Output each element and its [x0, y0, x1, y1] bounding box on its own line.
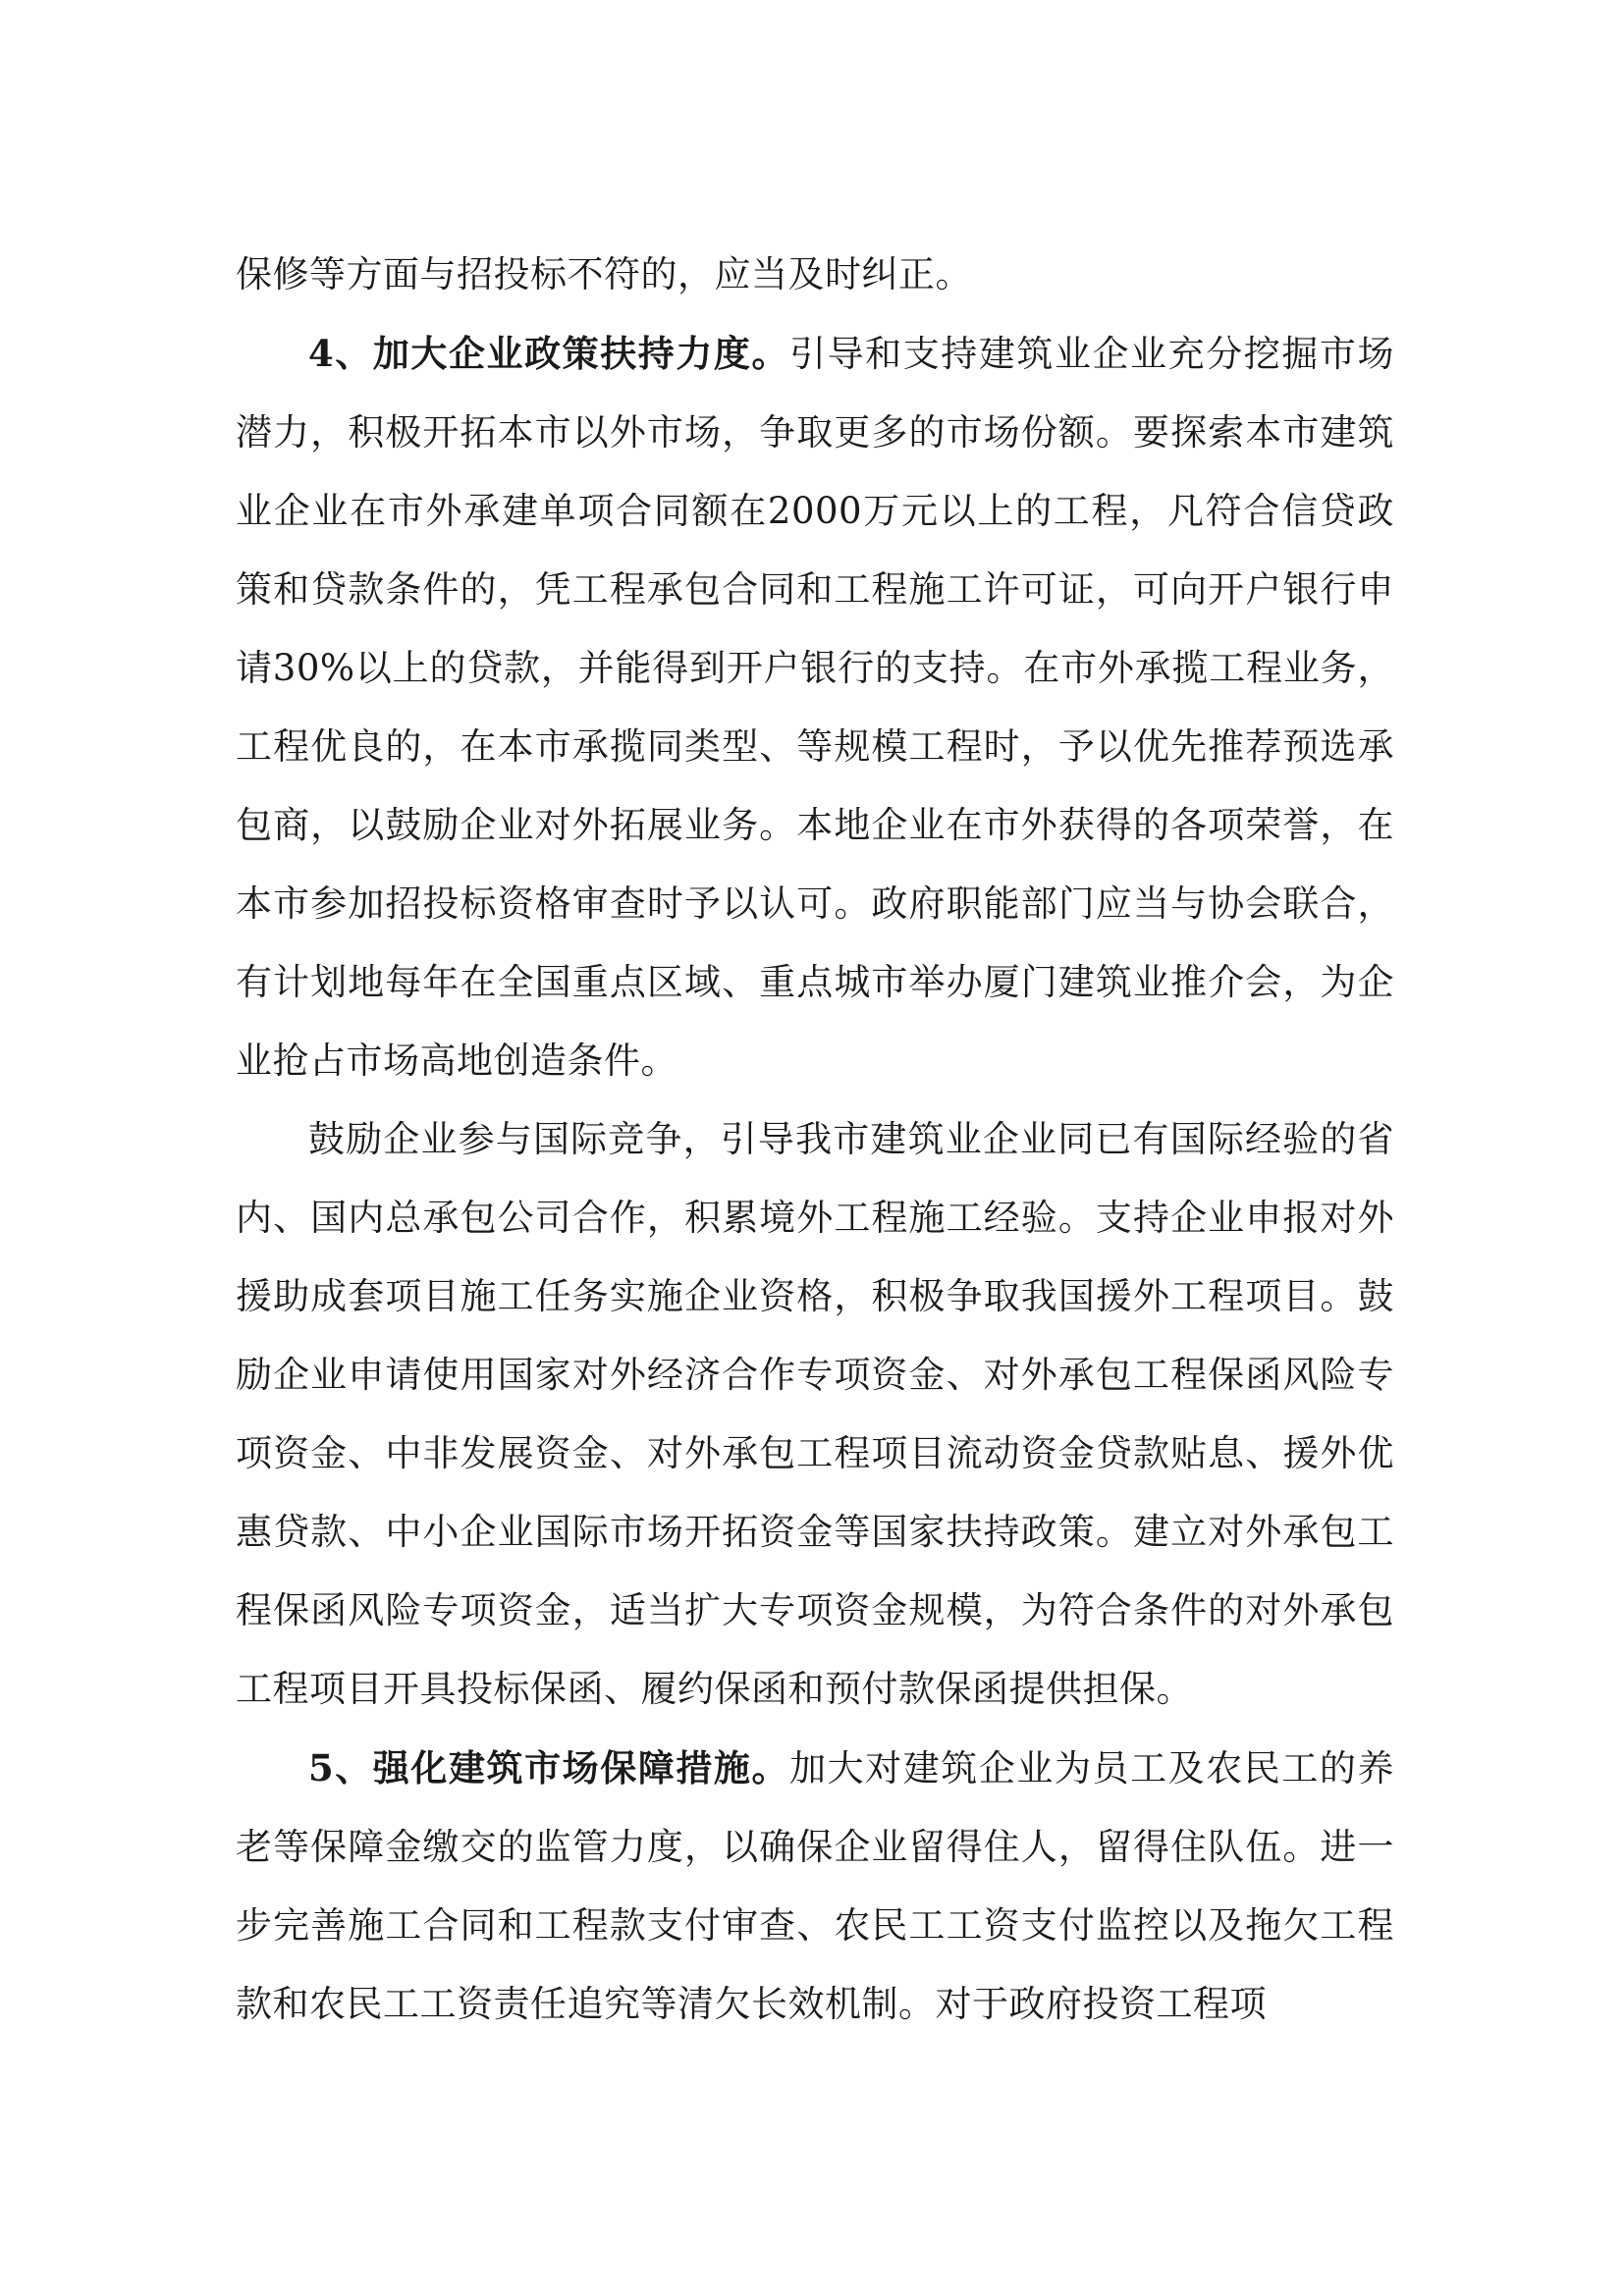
paragraph-4 — [236, 1729, 1394, 2044]
section-4-heading: 4、加大企业政策扶持力度。 — [308, 332, 790, 375]
paragraph-4-text: 加大对建筑企业为员工及农民工的养老等保障金缴交的监管力度，以确保企业留得住人，留得住队伍。进一步完善施工合同和工程款支付审查、农民工工资支付监控以及拖欠工程款和农民工工资责任追究等清欠长效机制。对于政府投资工程项 — [236, 1747, 1394, 2025]
paragraph-3-text: 鼓励企业参与国际竞争，引导我市建筑业企业同已有国际经验的省内、国内总承包公司合作，积累境外工程施工经验。支持企业申报对外援助成套项目施工任务实施企业资格，积极争取我国援外工程项目。鼓励企业申请使用国家对外经济合作专项资金、对外承包工程保函风险专项资金、中非发展资金、对外承包工程项目流动资金贷款贴息、援外优惠贷款、中小企业国际市场开拓资金等国家扶持政策。建立对外承包工程保函风险专项资金，适当扩大专项资金规模，为符合条件的对外承包工程项目开具投标保函、履约保函和预付款保函提供担保。 — [236, 1118, 1394, 1710]
paragraph-2-text: 引导和支持建筑业企业充分挖掘市场潜力，积极开拓本市以外市场，争取更多的市场份额。要探索本市建筑业企业在市外承建单项合同额在2000万元以上的工程，凡符合信贷政策和贷款条件的，凭工程承包合同和工程施工许可证，可向开户银行申请30%以上的贷款，并能得到开户银行的支持。在市外承揽工程业务，工程优良的，在本市承揽同类型、等规模工程时，予以优先推荐预选承包商，以鼓励企业对外拓展业务。本地企业在市外获得的各项荣誉，在本市参加招投标资格审查时予以认可。政府职能部门应当与协会联合，有计划地每年在全国重点区域、重点城市举办厦门建筑业推介会，为企业抢占市场高地创造条件。 — [236, 333, 1394, 1082]
section-5-heading: 5、强化建筑市场保障措施。 — [308, 1746, 790, 1789]
paragraph-1-text: 保修等方面与招投标不符的，应当及时纠正。 — [236, 253, 972, 295]
paragraph-2 — [236, 314, 1394, 1100]
document-body — [236, 236, 1394, 2044]
paragraph-1 — [236, 236, 1394, 314]
paragraph-3 — [236, 1100, 1394, 1729]
